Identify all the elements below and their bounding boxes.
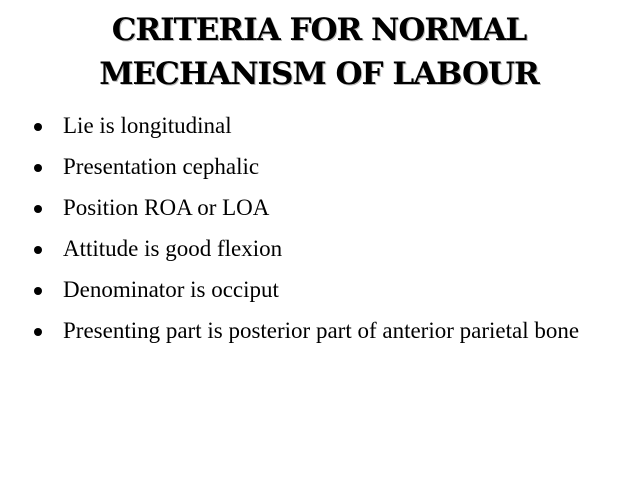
bullet-text: Position ROA or LOA	[63, 195, 270, 220]
bullet-item	[34, 276, 604, 304]
bullet-icon	[34, 164, 42, 172]
bullet-item	[34, 235, 604, 263]
bullet-icon	[34, 205, 42, 213]
bullet-icon	[34, 287, 42, 295]
bullet-item	[34, 317, 604, 345]
slide-title	[60, 8, 578, 96]
title-line-1: CRITERIA FOR NORMAL	[111, 12, 527, 48]
bullet-text: Denominator is occiput	[63, 277, 279, 302]
bullet-item	[34, 112, 604, 140]
bullet-text: Presenting part is posterior part of anterior parietal bone	[63, 318, 580, 343]
bullet-icon	[34, 246, 42, 254]
bullet-text: Lie is longitudinal	[63, 113, 232, 138]
bullet-text: Presentation cephalic	[63, 154, 260, 179]
bullet-item	[34, 194, 604, 222]
bullet-icon	[34, 328, 42, 336]
title-line-2: MECHANISM OF LABOUR	[99, 56, 539, 92]
bullet-item	[34, 153, 604, 181]
bullet-icon	[34, 123, 42, 131]
bullet-text: Attitude is good flexion	[63, 236, 283, 261]
bullet-list	[34, 112, 604, 358]
